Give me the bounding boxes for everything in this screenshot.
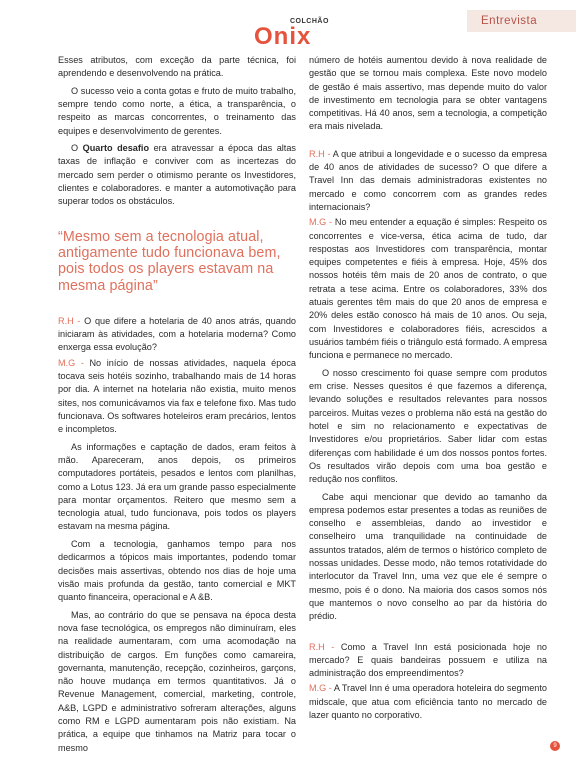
answer-text: No meu entender a equação é simples: Respeito os concorrentes e vice-versa, ética acima de tudo, dar respostas aos Investidores com transparência, montar equipes competentes e fiéis à empresa. Hoje, 45% dos nossos hotéis têm mais de 20 anos de contrato, o que retrata a tese acima. Entre os colaboradores, 33% dos atuais gerentes têm mais do que 20 anos de empresa e 20% deles estão conosco há mais de 10 anos. Ou seja, com Investidores e colaboradores fiéis, acrescidos a usuários também fiéis o triângulo está formado. A empresa funciona e permanece no mercado.: [309, 217, 547, 361]
question-text: Como a Travel Inn está posicionada hoje no mercado? E quais bandeiras possuem e utiliza na administração dos empreendimentos?: [309, 641, 547, 679]
interviewer-tag: R.H -: [309, 641, 341, 652]
interviewer-tag: R.H -: [309, 148, 333, 159]
right-column: [309, 54, 547, 722]
question-text: A que atribui a longevidade e o sucesso da empresa de 40 anos de atividades de sucesso? O que difere a Travel Inn das demais administradoras existentes no mercado e como concorrem com as grandes redes internacionais?: [309, 148, 547, 212]
answer-text: A Travel Inn é uma operadora hoteleira do segmento midscale, que atua com eficiência tanto no mercado de lazer quanto no corporativo.: [309, 683, 547, 721]
question-text: O que difere a hotelaria de 40 anos atrás, quando iniciaram às atividades, com a hotelaria moderna? Como enxerga essa evolução?: [58, 315, 297, 353]
answer: [309, 216, 547, 362]
pull-quote: “Mesmo sem a tecnologia atual, antigamente tudo funcionava bem, pois todos os players estavam na mesma página”: [58, 228, 281, 294]
paragraph: Com a tecnologia, ganhamos tempo para nos dedicarmos a tópicos mais importantes, podendo tomar decisões mais assertivas, obtendo nos dias de hoje uma visão mais profunda da gestão, tanto comercial e MKT quanto financeira, operacional e A &B.: [58, 538, 296, 603]
paragraph: Cabe aqui mencionar que devido ao tamanho da empresa podemos estar presentes a todas as reuniões de conselho e assembleias, dando ao investidor e conselheiro uma tranquilidade na continuidade de assuntos tratados, além de termos o histórico completo de nossas unidades. Desse modo, não temos rotatividade do interlocutor da Travel Inn, uma vez que ele é sempre o mesmo, pois é o dono. Na maioria dos casos somos nós que mantemos o novo conselho ao par da história do prédio.: [309, 491, 547, 622]
left-column: [58, 54, 296, 755]
page-number: 9: [550, 741, 560, 751]
paragraph: O sucesso veio a conta gotas e fruto de muito trabalho, sempre tendo como norte, a ética, a transparência, o respeito as marcas concorrentes, o treinamento das equipes e desenvolvimento de gerentes.: [58, 85, 296, 136]
interviewer-tag: R.H -: [58, 315, 85, 326]
section-label: Entrevista: [467, 10, 576, 32]
brand-logo: [254, 18, 336, 50]
paragraph: Esses atributos, com exceção da parte técnica, foi aprendendo e desenvolvendo na prática.: [58, 55, 296, 79]
paragraph: Mas, ao contrário do que se pensava na época desta nova fase tecnológica, os empregos não diminuíram, eles na realidade aumentaram, com uma acomodação na distribuição de cargos. Em funções como camareira, governanta, manutenção, recepção, cozinheiros, garçons, não houve mudança em termos quantitativos. Já o Revenue Management, comercial, marketing, controle, A&B, LGPD e administrativo sofreram alterações, alguns como RM e LGPD aumentaram pois não existiam. Na prática, a equipe que tinhamos na Matriz para tocar o mesmo: [58, 609, 296, 753]
question: [309, 641, 547, 681]
paragraph: O nosso crescimento foi quase sempre com produtos em crise. Nesses quesitos é que fazemos a diferença, levando soluções e resultados relevantes para nossos parceiros. Muitas vezes o problema não está na gestão do hotel e sim no relacionamento e expectativas de Investidores e/ou proprietários. Saber lidar com estas diferenças com habilidade é um dos nossos pontos fortes. Os resultados virão depois com uma boa gestão e redução nos conflitos.: [309, 367, 547, 485]
logo-wordmark: Onix: [254, 23, 312, 50]
answer: [58, 357, 296, 437]
text-run: O: [71, 143, 83, 154]
question: [309, 148, 547, 214]
paragraph: número de hotéis aumentou devido à nova realidade de gestão que se tornou mais complexa. Este novo modelo de gestão é mais assertivo, mas depende muito do valor de investimento em tecnologia para se obter vantagens competitivas. Há 40 anos, sem a tecnologia, a competição era mais nivelada.: [309, 55, 547, 132]
bold-phrase: Quarto desafio: [82, 143, 150, 154]
text-run: era atravessar a época das altas taxas de inflação e conviver com as incertezas do mercado sem perder o otimismo perante os Investidores, clientes e colaboradores. e manter a automotivação para superar todos os obstáculos.: [58, 143, 296, 207]
answer-text: No início de nossas atividades, naquela época tocava seis hotéis sozinho, trabalhando mais de 14 horas por dia. A internet na hotelaria não existia, muito menos sites, nos comunicávamos via fax e telefone fixo. Mas tudo funcionava. Os softwares hoteleiros eram precários, lentos e incompletos.: [58, 357, 297, 435]
interviewee-tag: M.G -: [58, 357, 90, 368]
interviewee-tag: M.G -: [309, 217, 335, 228]
paragraph: As informações e captação de dados, eram feitos à mão. Apareceram, anos depois, os primeiros computadores portáteis, pesados e lentos com planilhas, como a Lotus 123. Já era um grande passo especialmente para montar orçamentos. Reitero que mesmo sem a tecnologia atual, tudo funcionava, pois todos os players estavam na mesma página.: [58, 441, 296, 532]
paragraph: [58, 142, 296, 208]
interviewee-tag: M.G -: [309, 683, 334, 694]
answer: [309, 682, 547, 722]
question: [58, 315, 296, 355]
logo-subtitle: COLCHÃO: [290, 18, 329, 25]
